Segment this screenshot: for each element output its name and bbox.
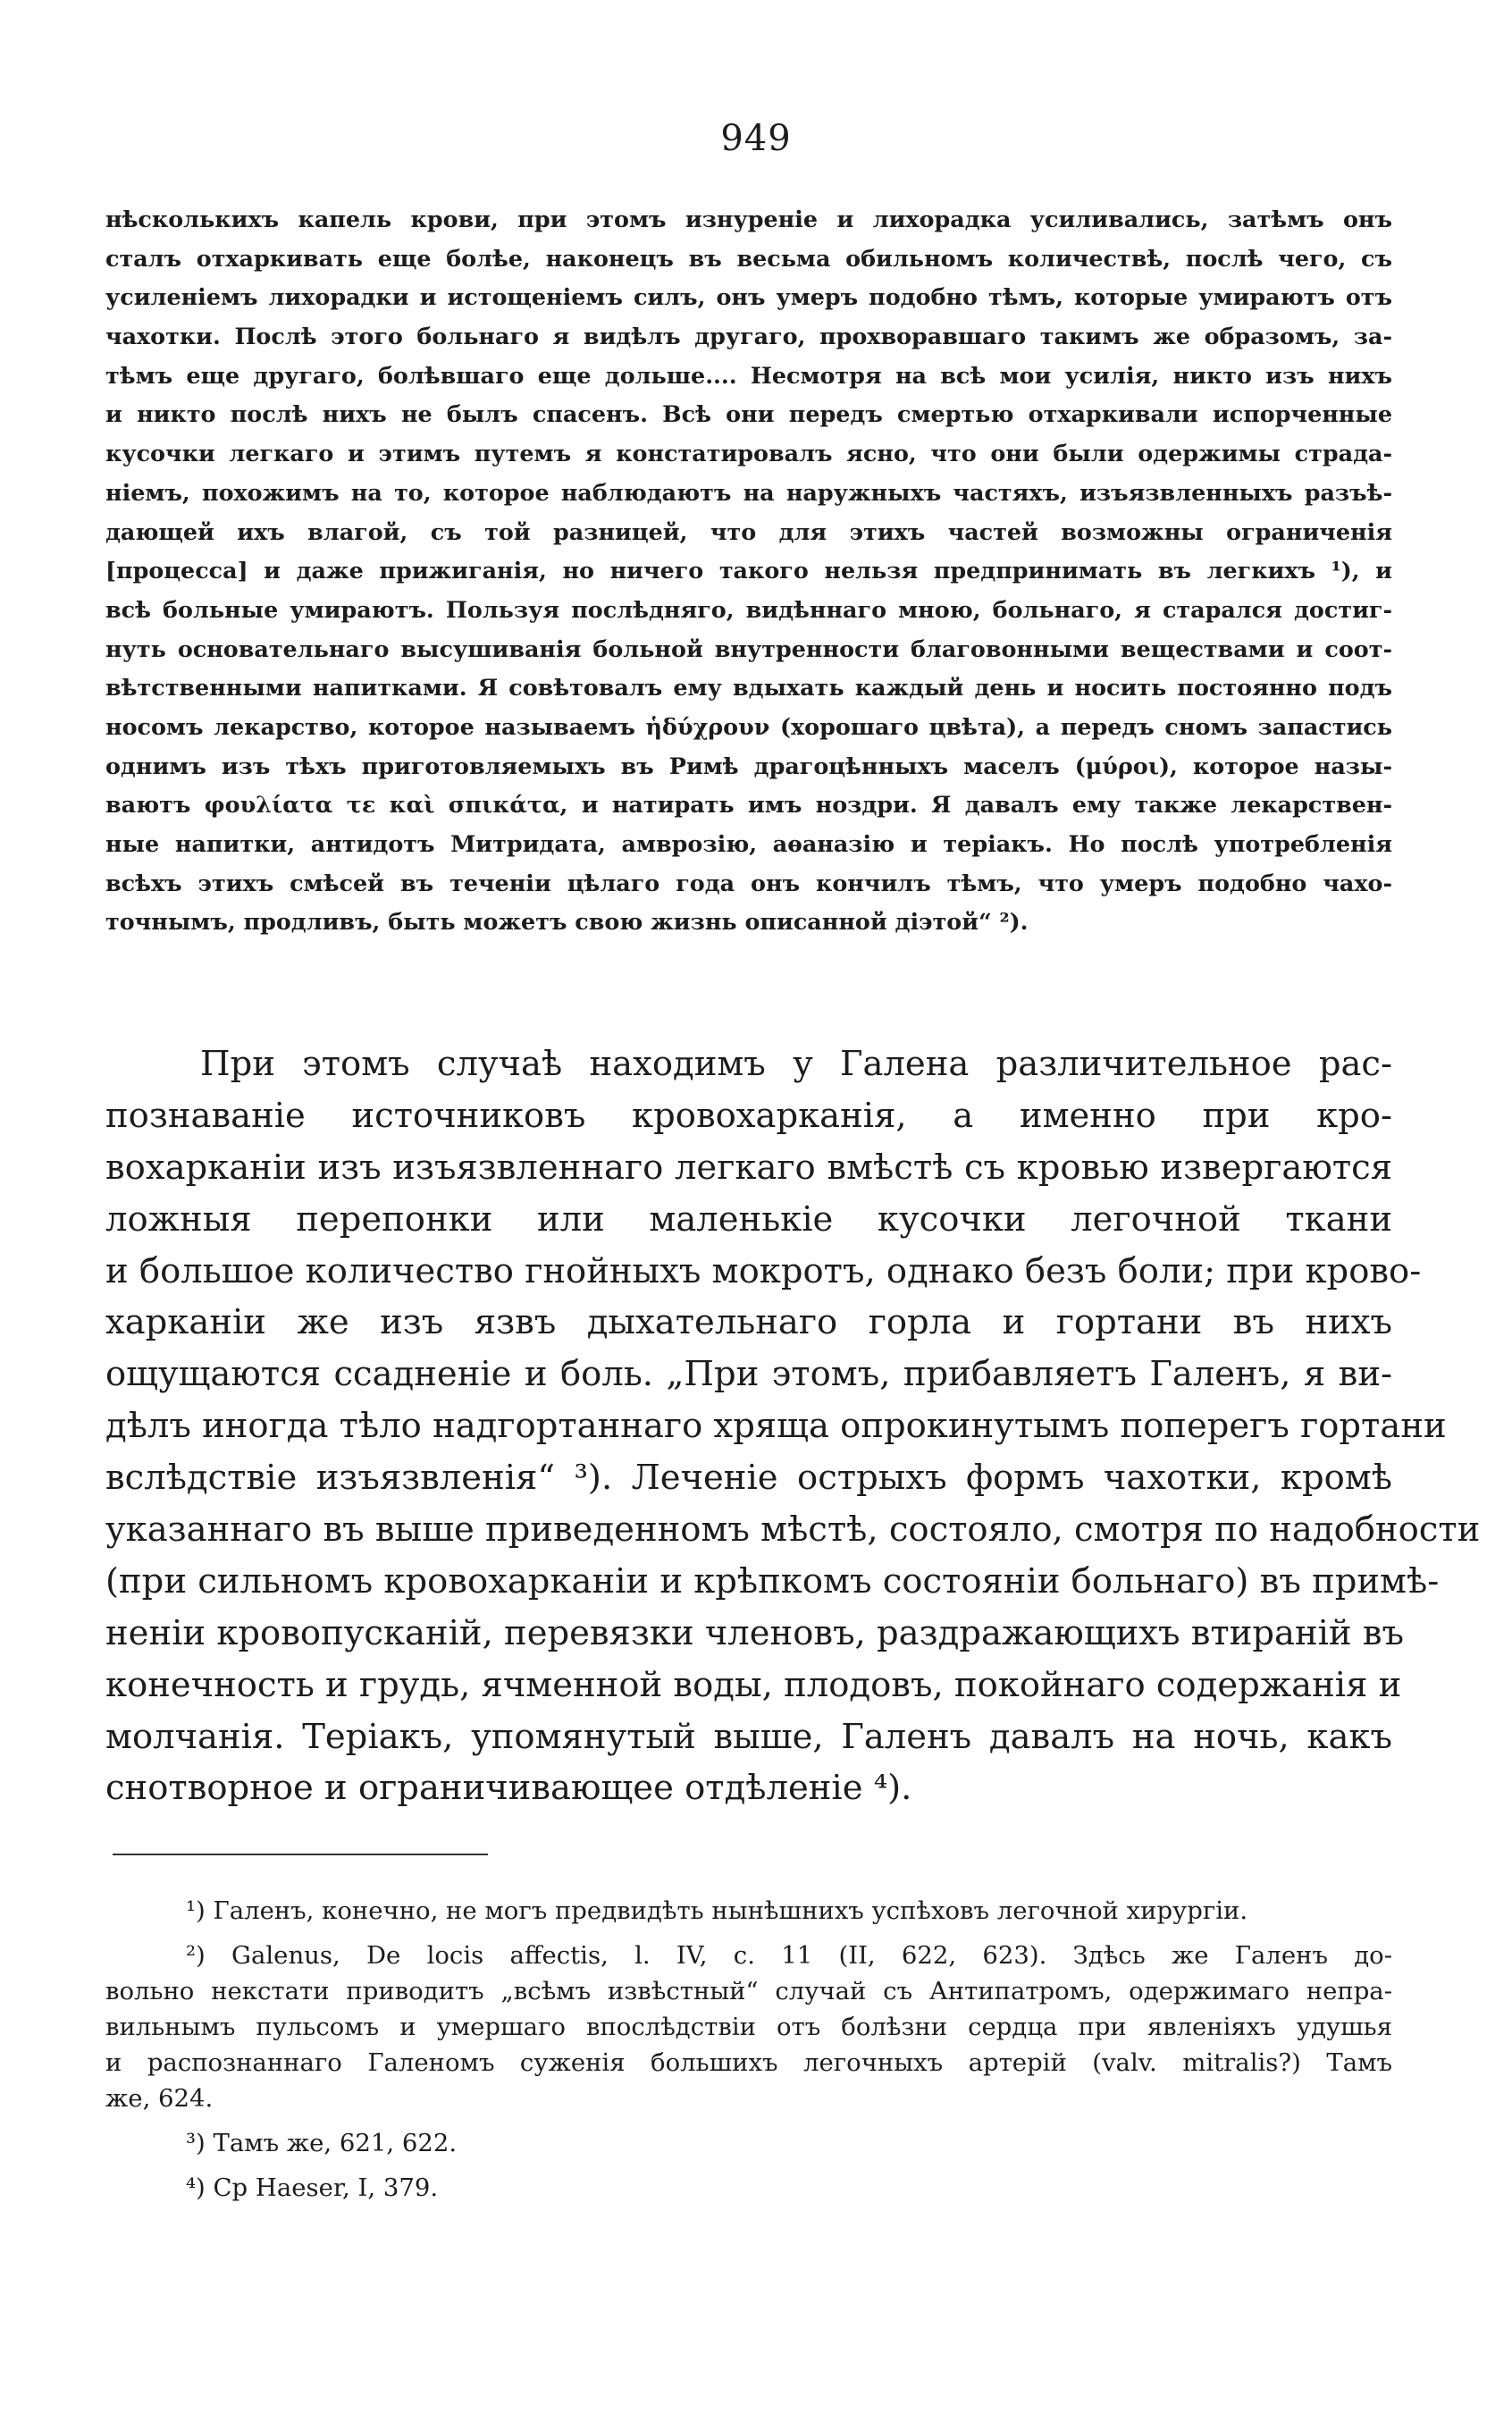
text-line: усиленіемъ лихорадки и истощеніемъ силъ, онъ умеръ подобно тѣмъ, которые умираютъ отъ [105,283,1392,311]
text-line: ложныя перепонки или маленькіе кусочки легочной ткани [105,1198,1392,1240]
footnote-line: ²) Galenus, De locis affectis, l. IV, c. 11 (II, 622, 623). Здѣсь же Галенъ до- [186,1941,1392,1970]
text-line: и никто послѣ нихъ не былъ спасенъ. Всѣ они передъ смертью отхаркивали испорченные [105,400,1392,428]
footnotes [105,1893,1392,2215]
text-line: (при сильномъ кровохарканіи и крѣпкомъ состояніи больнаго) въ примѣ- [105,1560,1440,1602]
text-line: точнымъ, продливъ, быть можетъ свою жизнь описанной діэтой“ ²). [105,908,1029,936]
text-line: носомъ лекарство, которое называемъ ἡδύχρουν (хорошаго цвѣта), а передъ сномъ запастись [105,712,1392,740]
text-line: ные напитки, антидотъ Митридата, амврозію, аѳаназію и теріакъ. Но послѣ употребленія [105,830,1392,857]
footnote-line: вильнымъ пульсомъ и умершаго впослѣдствіи отъ болѣзни сердца при явленіяхъ удушья [105,2013,1392,2041]
footnote-line: вольно некстати приводитъ „всѣмъ извѣстный“ случай съ Антипатромъ, одержимаго непра- [105,1977,1392,2005]
footnote-line: ¹) Галенъ, конечно, не могъ предвидѣть нынѣшнихъ успѣховъ легочной хирургіи. [186,1896,1248,1925]
text-line: всѣ больные умираютъ. Пользуя послѣдняго, видѣннаго мною, больнаго, я старался достиг- [105,595,1392,623]
footnote-2 [105,1938,1392,2116]
quoted-case-text [105,200,1392,942]
text-line: нѣсколькихъ капель крови, при этомъ изнуреніе и лихорадка усиливались, затѣмъ онъ [105,206,1392,232]
text-line: При этомъ случаѣ находимъ у Галена различительное рас- [200,1044,1392,1084]
text-line: конечность и грудь, ячменной воды, плодовъ, покойнаго содержанія и [105,1664,1402,1705]
text-line: дѣлъ иногда тѣло надгортаннаго хряща опрокинутымъ поперегъ гортани [105,1406,1447,1447]
text-line: неніи кровопусканій, перевязки членовъ, раздражающихъ втираній въ [105,1612,1404,1653]
footnote-3 [105,2125,1392,2161]
text-line: сталъ отхаркивать еще болѣе, наконецъ въ весьма обильномъ количествѣ, послѣ чего, съ [105,244,1392,272]
text-line: [процесса] и даже прижиганія, но ничего такого нельзя предпринимать въ легкихъ ¹), и [105,557,1392,584]
main-paragraph [105,1038,1481,1814]
footnote-4 [105,2170,1392,2206]
text-line: нуть основательнаго высушиванія больной внутренности благовонными веществами и соот- [105,635,1392,662]
text-line: всѣхъ этихъ смѣсей въ теченіи цѣлаго года онъ кончилъ тѣмъ, что умеръ подобно чахо- [105,869,1392,896]
footnote-line: и распознаннаго Галеномъ суженія большихъ легочныхъ артерій (valv. mitralis?) Тамъ [105,2048,1392,2077]
page-number: 949 [720,118,792,159]
text-line: ваютъ φουλίατα τε καὶ σπικάτα, и натирать имъ ноздри. Я давалъ ему также лекарствен- [105,791,1392,819]
footnote-line: же, 624. [105,2084,214,2113]
text-line: вохарканіи изъ изъязвленнаго легкаго вмѣстѣ съ кровью извергаются [105,1147,1392,1188]
text-line: дающей ихъ влагой, съ той разницей, что для этихъ частей возможны ограниченія [105,517,1392,545]
text-line: вѣтственными напитками. Я совѣтовалъ ему вдыхать каждый день и носить постоянно подъ [105,674,1392,702]
text-line: и большое количество гнойныхъ мокротъ, однако безъ боли; при крово- [105,1250,1422,1291]
text-line: тѣмъ еще другаго, болѣвшаго еще дольше.... Несмотря на всѣ мои усилія, никто изъ нихъ [105,361,1392,389]
footnote-1 [105,1893,1392,1929]
text-line: харканіи же изъ язвъ дыхательнаго горла и гортани въ нихъ [105,1302,1392,1343]
text-line: указаннаго въ выше приведенномъ мѣстѣ, состояло, смотря по надобности [105,1509,1481,1551]
text-line: ніемъ, похожимъ на то, которое наблюдаютъ на наружныхъ частяхъ, изъязвленныхъ разъѣ- [105,478,1392,506]
text-line: чахотки. Послѣ этого больнаго я видѣлъ другаго, прохворавшаго такимъ же образомъ, за- [105,323,1392,350]
text-line: познаваніе источниковъ кровохарканія, а именно при кро- [105,1095,1392,1136]
text-line: молчанія. Теріакъ, упомянутый выше, Галенъ давалъ на ночь, какъ [105,1716,1392,1757]
text-line: вслѣдствіе изъязвленія“ ³). Леченіе острыхъ формъ чахотки, кромѣ [105,1458,1392,1499]
text-line: кусочки легкаго и этимъ путемъ я констатировалъ ясно, что они были одержимы страда- [105,440,1392,467]
text-line: снотворное и ограничивающее отдѣленіе ⁴). [105,1768,912,1809]
footnote-divider [113,1854,488,1855]
footnote-line: ³) Тамъ же, 621, 622. [186,2129,458,2157]
footnote-line: ⁴) Ср Haeser, I, 379. [186,2173,439,2202]
text-line: ощущаются ссадненіе и боль. „При этомъ, прибавляетъ Галенъ, я ви- [105,1354,1392,1395]
text-line: однимъ изъ тѣхъ приготовляемыхъ въ Римѣ драгоцѣнныхъ маселъ (μύροι), которое назы- [105,752,1392,779]
